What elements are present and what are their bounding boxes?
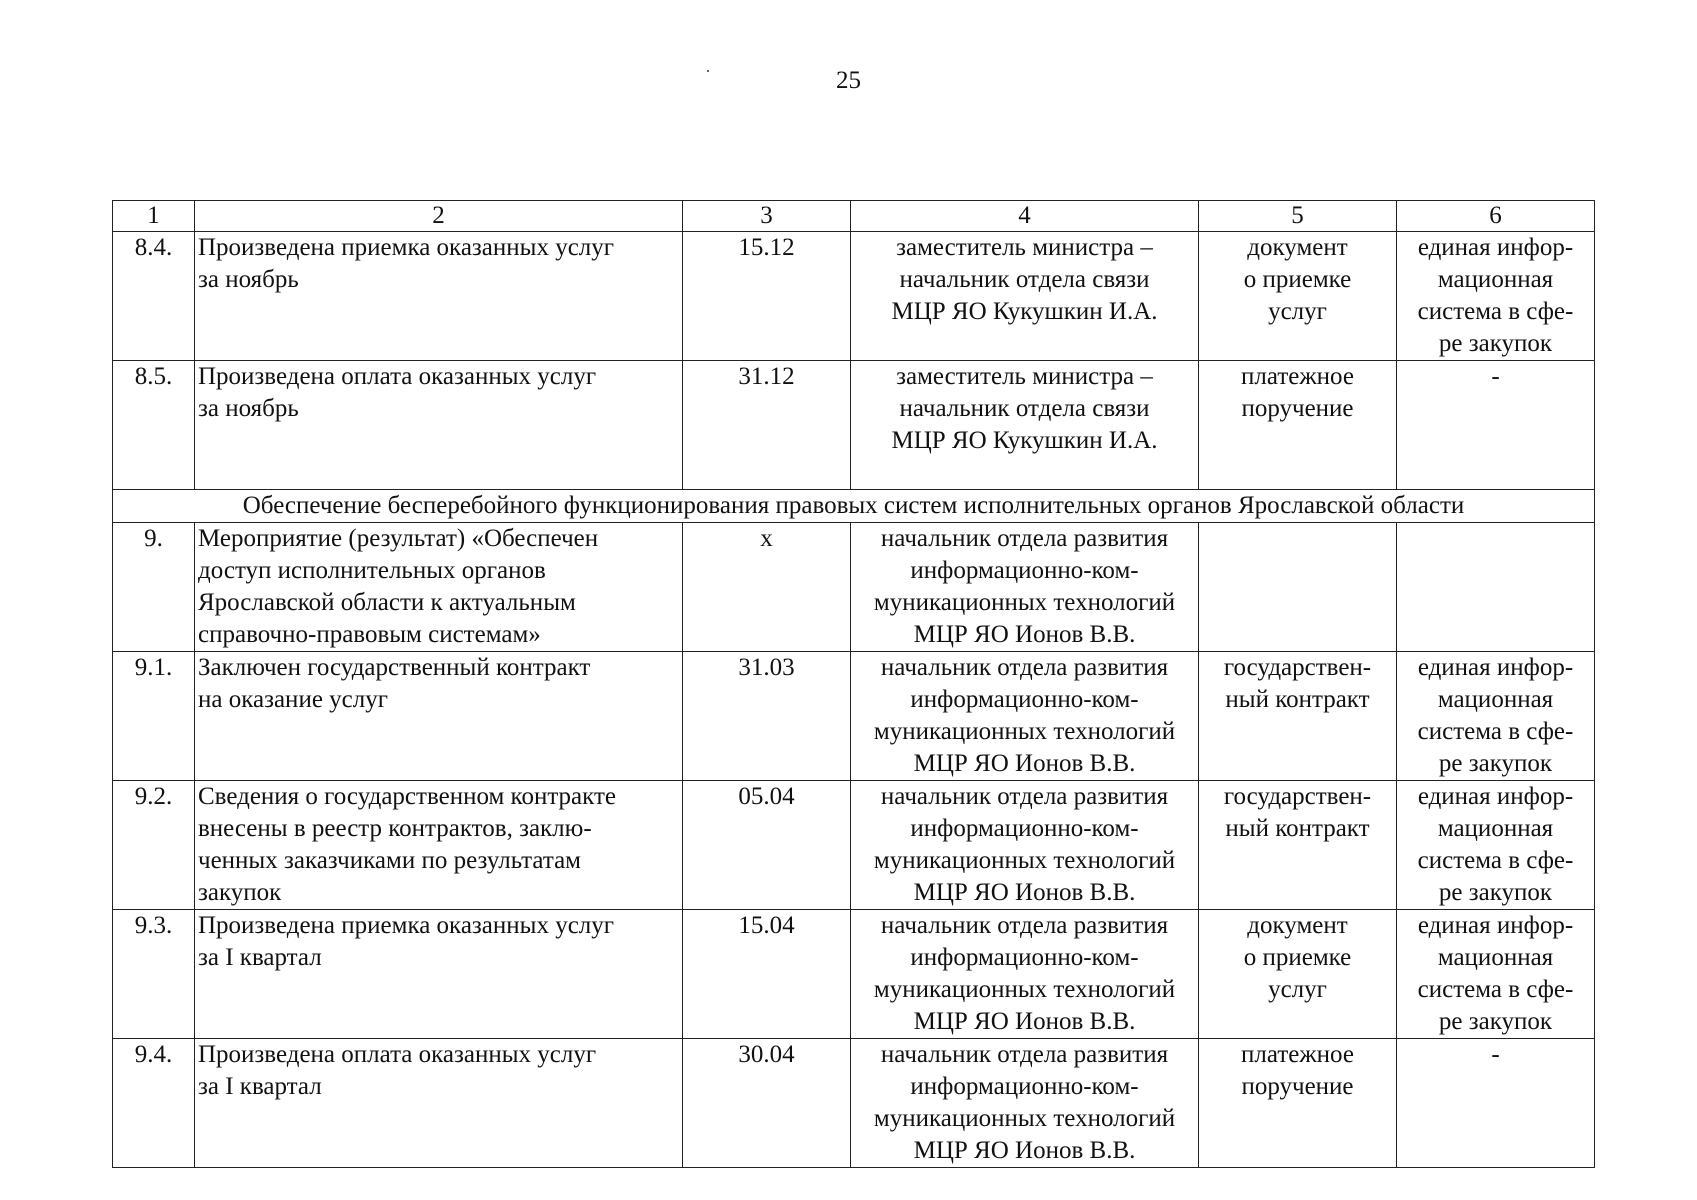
- item-system: [1397, 652, 1595, 781]
- item-name-line: доступ исполнительных органов: [198, 557, 546, 584]
- item-number: 9.2.: [113, 781, 195, 910]
- item-responsible-line: информационно-ком-: [910, 557, 1139, 584]
- table-row: [113, 523, 1595, 652]
- section-row: [113, 490, 1595, 523]
- item-date: 15.12: [683, 232, 851, 361]
- item-system-line: -: [1491, 363, 1500, 390]
- item-system-line: мационная: [1437, 944, 1554, 971]
- item-name-line: Ярославской области к актуальным: [198, 589, 576, 616]
- item-responsible: [851, 781, 1199, 910]
- item-responsible: [851, 361, 1199, 490]
- scan-speck: [707, 70, 709, 72]
- item-name: [195, 652, 683, 781]
- item-system: [1397, 361, 1595, 490]
- item-document-line: платежное: [1241, 363, 1354, 390]
- item-date: 30.04: [683, 1039, 851, 1168]
- item-responsible-line: муникационных технологий: [873, 976, 1176, 1003]
- item-system: [1397, 910, 1595, 1039]
- item-document-line: документ: [1247, 234, 1348, 261]
- table-row: [113, 361, 1595, 490]
- item-responsible-line: начальник отдела развития: [880, 783, 1169, 810]
- item-responsible-line: МЦР ЯО Кукушкин И.А.: [891, 427, 1158, 454]
- item-document: [1199, 1039, 1397, 1168]
- item-document-line: поручение: [1241, 1073, 1354, 1100]
- item-system: [1397, 1039, 1595, 1168]
- header-cell: 4: [851, 201, 1199, 232]
- item-responsible-line: МЦР ЯО Ионов В.В.: [913, 1008, 1136, 1035]
- table-row: [113, 781, 1595, 910]
- item-name-line: за I квартал: [198, 1073, 322, 1100]
- item-system-line: система в сфе-: [1417, 976, 1574, 1003]
- item-date: 31.03: [683, 652, 851, 781]
- item-name-line: Произведена оплата оказанных услуг: [198, 363, 597, 390]
- item-system: [1397, 781, 1595, 910]
- item-responsible-line: муникационных технологий: [873, 1105, 1176, 1132]
- item-system: [1397, 232, 1595, 361]
- schedule-table: [112, 200, 1595, 1168]
- item-responsible: [851, 232, 1199, 361]
- item-responsible-line: информационно-ком-: [910, 815, 1139, 842]
- item-document: [1199, 523, 1397, 652]
- item-system-line: система в сфе-: [1417, 298, 1574, 325]
- item-system-line: единая инфор-: [1417, 654, 1574, 681]
- item-system-line: единая инфор-: [1417, 234, 1574, 261]
- item-name-line: справочно-правовым системам»: [198, 621, 541, 648]
- item-document-line: платежное: [1241, 1041, 1354, 1068]
- table-row: [113, 910, 1595, 1039]
- table-body: [113, 201, 1595, 1168]
- item-document-line: ный контракт: [1225, 815, 1370, 842]
- item-number: 8.4.: [113, 232, 195, 361]
- item-responsible-line: муникационных технологий: [873, 847, 1176, 874]
- item-responsible-line: начальник отдела связи: [899, 395, 1150, 422]
- item-responsible-line: муникационных технологий: [873, 589, 1176, 616]
- item-name: [195, 781, 683, 910]
- item-responsible: [851, 652, 1199, 781]
- item-name-line: закупок: [198, 879, 282, 906]
- item-responsible-line: МЦР ЯО Ионов В.В.: [913, 879, 1136, 906]
- item-system-line: единая инфор-: [1417, 783, 1574, 810]
- item-name-line: за I квартал: [198, 944, 322, 971]
- item-responsible-line: начальник отдела связи: [899, 266, 1150, 293]
- item-document-line: услуг: [1268, 298, 1327, 325]
- item-responsible-line: МЦР ЯО Ионов В.В.: [913, 1137, 1136, 1164]
- item-document-line: ный контракт: [1225, 686, 1370, 713]
- item-responsible-line: информационно-ком-: [910, 1073, 1139, 1100]
- header-cell: 5: [1199, 201, 1397, 232]
- item-name-line: за ноябрь: [198, 395, 299, 422]
- item-name: [195, 910, 683, 1039]
- item-number: 9.1.: [113, 652, 195, 781]
- item-responsible-line: муникационных технологий: [873, 718, 1176, 745]
- item-document-line: поручение: [1241, 395, 1354, 422]
- item-responsible: [851, 523, 1199, 652]
- item-document: [1199, 232, 1397, 361]
- item-name-line: за ноябрь: [198, 266, 299, 293]
- item-responsible-line: МЦР ЯО Кукушкин И.А.: [891, 298, 1158, 325]
- item-responsible-line: информационно-ком-: [910, 944, 1139, 971]
- item-date: 15.04: [683, 910, 851, 1039]
- item-system: [1397, 523, 1595, 652]
- item-name-line: внесены в реестр контрактов, заклю-: [198, 815, 592, 842]
- item-responsible-line: начальник отдела развития: [880, 912, 1169, 939]
- item-name: [195, 232, 683, 361]
- item-system-line: мационная: [1437, 686, 1554, 713]
- item-responsible-line: заместитель министра –: [896, 234, 1153, 261]
- item-number: 9.4.: [113, 1039, 195, 1168]
- item-document-line: о приемке: [1243, 944, 1352, 971]
- header-cell: 3: [683, 201, 851, 232]
- item-responsible-line: начальник отдела развития: [880, 525, 1169, 552]
- item-document-line: государствен-: [1223, 654, 1372, 681]
- header-cell: 6: [1397, 201, 1595, 232]
- item-name-line: Заключен государственный контракт: [198, 654, 591, 681]
- item-responsible-line: заместитель министра –: [896, 363, 1153, 390]
- item-system-line: ре закупок: [1438, 330, 1553, 357]
- section-title: Обеспечение бесперебойного функционирования правовых систем исполнительных органов Ярославской области: [113, 490, 1595, 523]
- table-row: [113, 232, 1595, 361]
- item-document-line: государствен-: [1223, 783, 1372, 810]
- item-number: 9.: [113, 523, 195, 652]
- item-name: [195, 523, 683, 652]
- page-number: 25: [836, 67, 861, 94]
- header-cell: 2: [195, 201, 683, 232]
- table-row: [113, 652, 1595, 781]
- item-responsible-line: МЦР ЯО Ионов В.В.: [913, 621, 1136, 648]
- item-responsible-line: информационно-ком-: [910, 686, 1139, 713]
- item-name-line: Сведения о государственном контракте: [198, 783, 616, 810]
- item-name-line: Мероприятие (результат) «Обеспечен: [198, 525, 599, 552]
- item-system-line: -: [1491, 1041, 1500, 1068]
- item-responsible-line: начальник отдела развития: [880, 1041, 1169, 1068]
- item-system-line: система в сфе-: [1417, 847, 1574, 874]
- item-document-line: документ: [1247, 912, 1348, 939]
- item-system-line: мационная: [1437, 266, 1554, 293]
- item-system-line: ре закупок: [1438, 750, 1553, 777]
- item-responsible: [851, 910, 1199, 1039]
- item-system-line: единая инфор-: [1417, 912, 1574, 939]
- item-date: 31.12: [683, 361, 851, 490]
- item-name-line: на оказание услуг: [198, 686, 388, 713]
- item-document-line: о приемке: [1243, 266, 1352, 293]
- item-document: [1199, 910, 1397, 1039]
- item-responsible-line: МЦР ЯО Ионов В.В.: [913, 750, 1136, 777]
- item-responsible: [851, 1039, 1199, 1168]
- header-cell: 1: [113, 201, 195, 232]
- item-system-line: ре закупок: [1438, 1008, 1553, 1035]
- item-system-line: ре закупок: [1438, 879, 1553, 906]
- item-document: [1199, 652, 1397, 781]
- item-name-line: ченных заказчиками по результатам: [198, 847, 581, 874]
- item-document: [1199, 361, 1397, 490]
- header-row: [113, 201, 1595, 232]
- item-system-line: мационная: [1437, 815, 1554, 842]
- item-date: 05.04: [683, 781, 851, 910]
- item-name: [195, 1039, 683, 1168]
- item-number: 8.5.: [113, 361, 195, 490]
- item-name-line: Произведена приемка оказанных услуг: [198, 234, 615, 261]
- table-row: [113, 1039, 1595, 1168]
- item-system-line: система в сфе-: [1417, 718, 1574, 745]
- item-name-line: Произведена оплата оказанных услуг: [198, 1041, 597, 1068]
- item-date: х: [683, 523, 851, 652]
- item-name-line: Произведена приемка оказанных услуг: [198, 912, 615, 939]
- item-name: [195, 361, 683, 490]
- item-document-line: услуг: [1268, 976, 1327, 1003]
- item-document: [1199, 781, 1397, 910]
- item-responsible-line: начальник отдела развития: [880, 654, 1169, 681]
- item-number: 9.3.: [113, 910, 195, 1039]
